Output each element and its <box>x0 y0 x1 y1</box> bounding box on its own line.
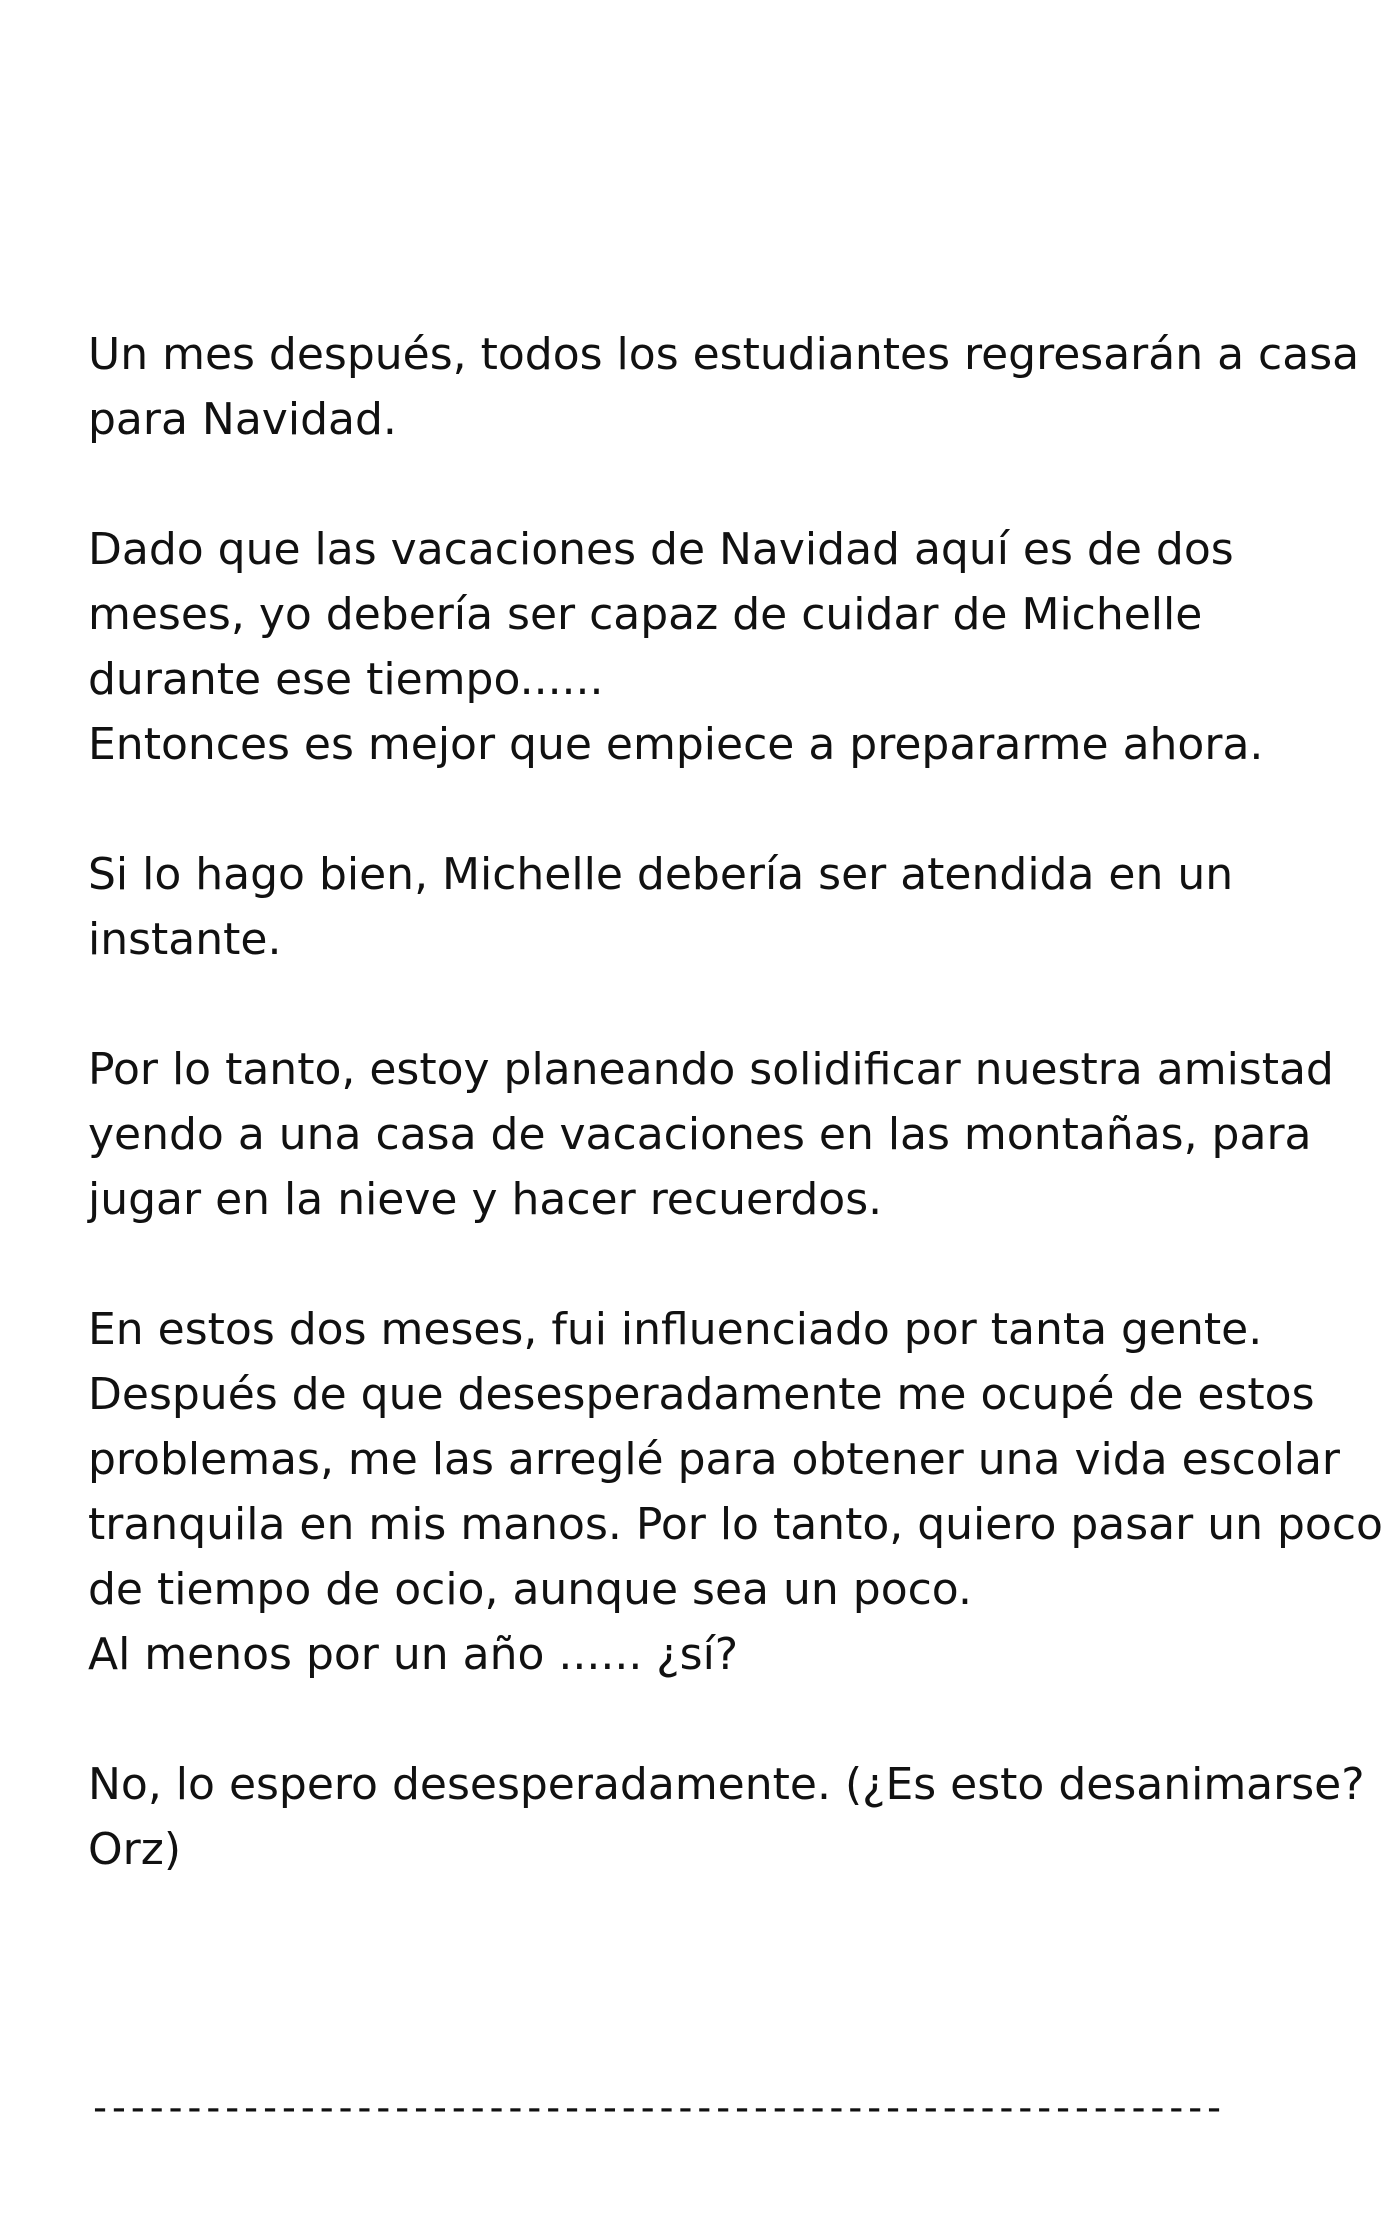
text-line: En estos dos meses, fui influenciado por tanta gente. <box>88 1304 1263 1355</box>
paragraph-4 <box>88 1037 1348 1232</box>
text-line: Después de que desesperadamente me ocupé de estos <box>88 1369 1315 1420</box>
text-line: Dado que las vacaciones de Navidad aquí es de dos <box>88 524 1234 575</box>
text-line: yendo a una casa de vacaciones en las montañas, para <box>88 1109 1312 1160</box>
paragraph-5 <box>88 1297 1383 1687</box>
text-line: de tiempo de ocio, aunque sea un poco. <box>88 1564 972 1615</box>
text-line: instante. <box>88 914 282 965</box>
text-line: Entonces es mejor que empiece a prepararme ahora. <box>88 719 1264 770</box>
paragraph-3 <box>88 842 1348 972</box>
text-line: Orz) <box>88 1824 181 1875</box>
text-line: problemas, me las arreglé para obtener una vida escolar <box>88 1434 1341 1485</box>
text-line: meses, yo debería ser capaz de cuidar de Michelle <box>88 589 1203 640</box>
separator-line: ------------------------------------------------------------ <box>88 2085 1221 2131</box>
paragraph-1 <box>88 322 1360 452</box>
text-line: Al menos por un año ...... ¿sí? <box>88 1629 739 1680</box>
text-line: jugar en la nieve y hacer recuerdos. <box>88 1174 883 1225</box>
text-line: No, lo espero desesperadamente. (¿Es esto desanimarse? <box>88 1759 1365 1810</box>
body-text <box>88 322 1383 1947</box>
paragraph-2 <box>88 517 1348 777</box>
text-line: durante ese tiempo...... <box>88 654 604 705</box>
text-line: para Navidad. <box>88 394 397 445</box>
text-line: Por lo tanto, estoy planeando solidificar nuestra amistad <box>88 1044 1334 1095</box>
paragraph-6 <box>88 1752 1365 1882</box>
text-line: tranquila en mis manos. Por lo tanto, quiero pasar un poco <box>88 1499 1383 1550</box>
text-line: Si lo hago bien, Michelle debería ser atendida en un <box>88 849 1234 900</box>
text-line: Un mes después, todos los estudiantes regresarán a casa <box>88 329 1360 380</box>
